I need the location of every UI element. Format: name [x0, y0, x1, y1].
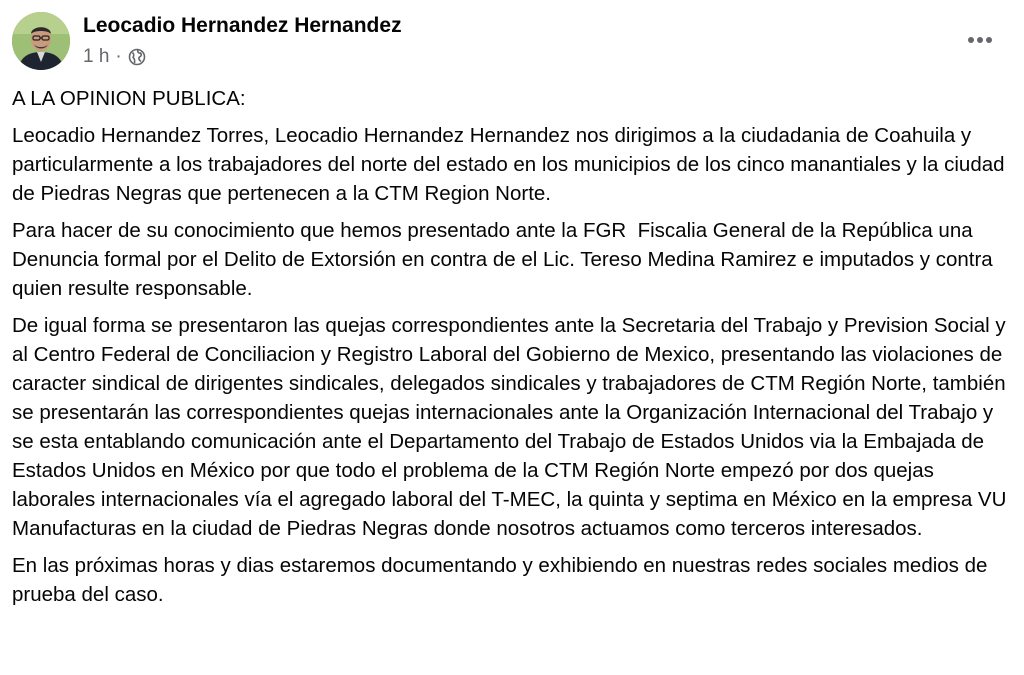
post-paragraph: En las próximas horas y dias estaremos documentando y exhibiendo en nuestras redes sociales medios de prueba del caso. [12, 554, 994, 606]
globe-icon[interactable] [128, 48, 146, 66]
more-options-icon [967, 36, 993, 44]
profile-photo-icon [12, 12, 70, 70]
post-paragraph: Leocadio Hernandez Torres, Leocadio Hernandez Hernandez nos dirigimos a la ciudadania de Coahuila y particularmente a los trabajadores del norte del estado en los municipios de los cinco manantiales y la ciudad de Piedras Negras que pertenecen a la CTM Region Norte. [12, 124, 1011, 205]
post-paragraph: Para hacer de su conocimiento que hemos presentado ante la FGR Fiscalia General de la República una Denuncia formal por el Delito de Extorsión en contra de el Lic. Tereso Medina Ramirez e imputados y contra quien resulte responsable. [12, 219, 999, 300]
author-name[interactable]: Leocadio Hernandez Hernandez [83, 14, 402, 37]
avatar[interactable] [12, 12, 70, 70]
post-paragraph: A LA OPINION PUBLICA: [12, 87, 246, 110]
post-header [12, 12, 1012, 74]
post-text [12, 84, 1013, 617]
meta-separator: · [115, 46, 122, 67]
post-meta [83, 46, 146, 68]
post-paragraph: De igual forma se presentaron las quejas correspondientes ante la Secretaria del Trabajo y Prevision Social y al Centro Federal de Conciliacion y Registro Laboral del Gobierno de Mexico, presentando las violaciones de caracter sindical de dirigentes sindicales, delegados sindicales y trabajadores de CTM Región Norte, también se presentarán las correspondientes quejas internacionales ante la Organización Internacional del Trabajo y se esta entablando comunicación ante el Departamento del Trabajo de Estados Unidos via la Embajada de Estados Unidos en México por que todo el problema de la CTM Región Norte empezó por dos quejas laborales internacionales vía el agregado laboral del T-MEC, la quinta y septima en México en la empresa VU Manufacturas en la ciudad de Piedras Negras donde nosotros actuamos como terceros interesados. [12, 314, 1013, 540]
post-timestamp[interactable]: 1 h [83, 46, 110, 67]
more-options-button[interactable] [962, 28, 998, 52]
